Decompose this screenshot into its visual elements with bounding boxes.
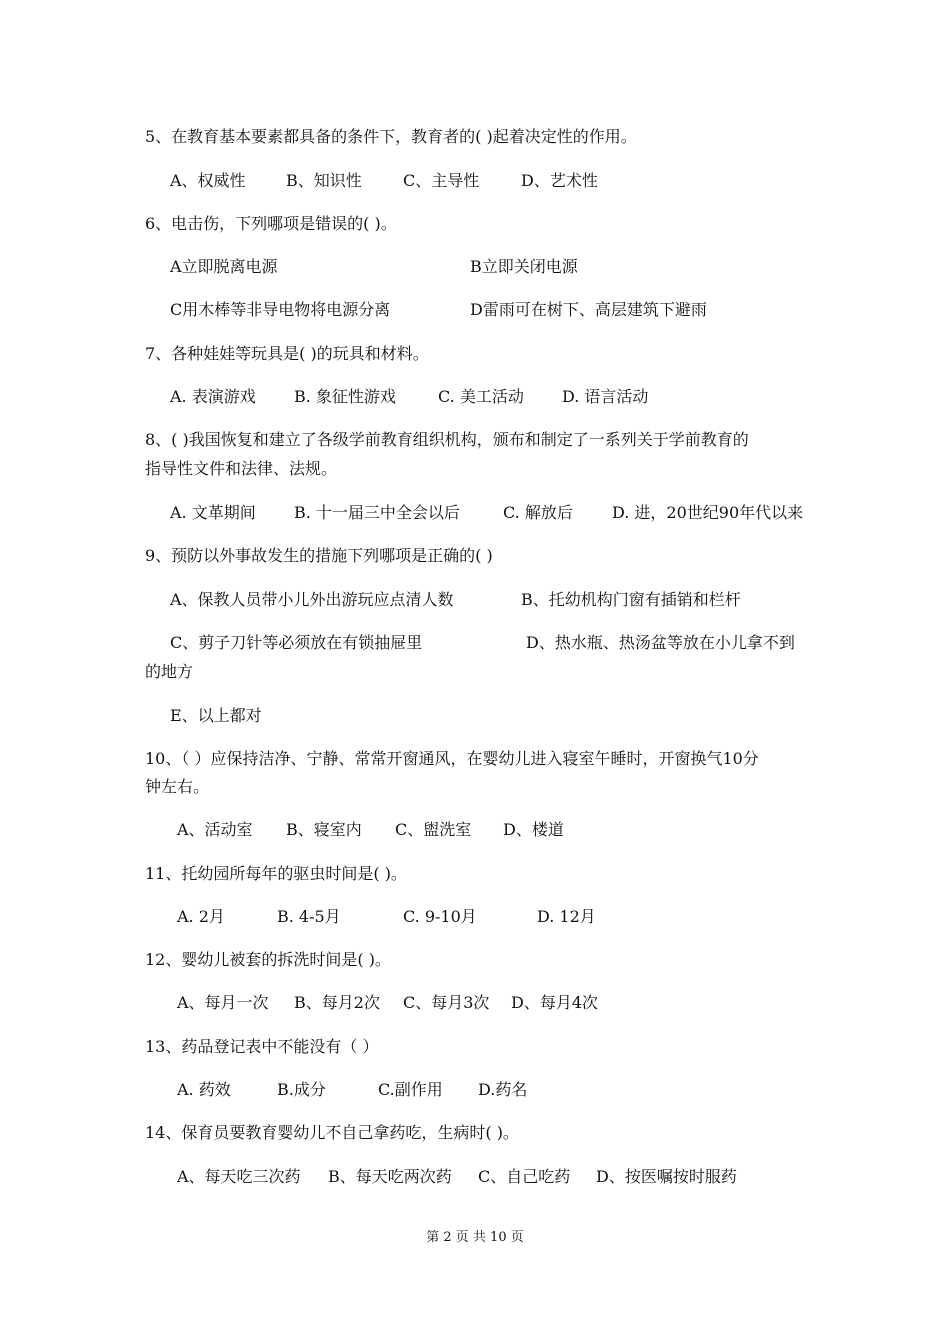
q13-option-a: A. 药效 [177,1080,231,1099]
q7-option-d: D. 语言活动 [562,387,649,406]
q12-option-b: B、每月2次 [294,993,380,1012]
q9-option-d: D、热水瓶、热汤盆等放在小儿拿不到 [526,633,795,652]
q9-option-a: A、保教人员带小儿外出游玩应点清人数 [170,590,454,609]
q9-option-e: E、以上都对 [170,706,262,725]
q10-option-b: B、寝室内 [286,820,362,839]
q12-option-d: D、每月4次 [511,993,599,1012]
q9-option-d-continued: 的地方 [145,662,194,681]
q14-option-b: B、每天吃两次药 [328,1167,452,1186]
q8-option-a: A. 文革期间 [170,503,256,522]
question-8-line-2: 指导性文件和法律、法规。 [145,459,338,478]
q10-option-a: A、活动室 [177,820,253,839]
question-10-line-1: 10、（ ）应保持洁净、宁静、常常开窗通风，在婴幼儿进入寝室午睡时，开窗换气10分 [145,749,759,768]
question-10-line-2: 钟左右。 [145,777,210,796]
question-8-line-1: 8、( )我国恢复和建立了各级学前教育组织机构，颁布和制定了一系列关于学前教育的 [145,430,749,449]
q6-option-d: D雷雨可在树下、高层建筑下避雨 [470,300,707,319]
q8-option-c: C. 解放后 [503,503,573,522]
q9-option-c: C、剪子刀针等必须放在有锁抽屉里 [170,633,423,652]
q12-option-a: A、每月一次 [177,993,269,1012]
q13-option-d: D.药名 [478,1080,528,1099]
q6-option-c: C用木棒等非导电物将电源分离 [170,300,391,319]
question-12: 12、婴幼儿被套的拆洗时间是( )。 [145,950,391,969]
q8-option-b: B. 十一届三中全会以后 [294,503,460,522]
q7-option-c: C. 美工活动 [438,387,524,406]
q5-option-c: C、主导性 [403,171,480,190]
q11-option-a: A. 2月 [177,907,225,926]
question-13: 13、药品登记表中不能没有（ ） [145,1037,379,1056]
q9-option-b: B、托幼机构门窗有插销和栏杆 [521,590,741,609]
q11-option-d: D. 12月 [537,907,596,926]
q10-option-c: C、盥洗室 [395,820,472,839]
q5-option-b: B、知识性 [286,171,362,190]
q14-option-a: A、每天吃三次药 [177,1167,301,1186]
q13-option-b: B.成分 [277,1080,326,1099]
question-5: 5、在教育基本要素都具备的条件下，教育者的( )起着决定性的作用。 [145,127,637,146]
page-footer: 第 2 页 共 10 页 [426,1230,524,1245]
q6-option-a: A立即脱离电源 [170,257,278,276]
q13-option-c: C.副作用 [378,1080,443,1099]
q14-option-c: C、自己吃药 [478,1167,571,1186]
question-6: 6、电击伤，下列哪项是错误的( )。 [145,214,397,233]
question-7: 7、各种娃娃等玩具是( )的玩具和材料。 [145,344,429,363]
q5-option-d: D、艺术性 [521,171,598,190]
q6-option-b: B立即关闭电源 [470,257,578,276]
q7-option-b: B. 象征性游戏 [294,387,396,406]
question-11: 11、托幼园所每年的驱虫时间是( )。 [145,864,407,883]
q11-option-c: C. 9-10月 [403,907,477,926]
question-14: 14、保育员要教育婴幼儿不自己拿药吃，生病时( )。 [145,1123,519,1142]
question-9: 9、预防以外事故发生的措施下列哪项是正确的( ) [145,546,493,565]
q14-option-d: D、按医嘱按时服药 [596,1167,737,1186]
q5-option-a: A、权威性 [170,171,246,190]
q8-option-d: D. 进，20世纪90年代以来 [612,503,804,522]
q10-option-d: D、楼道 [503,820,564,839]
q7-option-a: A. 表演游戏 [170,387,256,406]
q11-option-b: B. 4-5月 [277,907,341,926]
q12-option-c: C、每月3次 [403,993,490,1012]
